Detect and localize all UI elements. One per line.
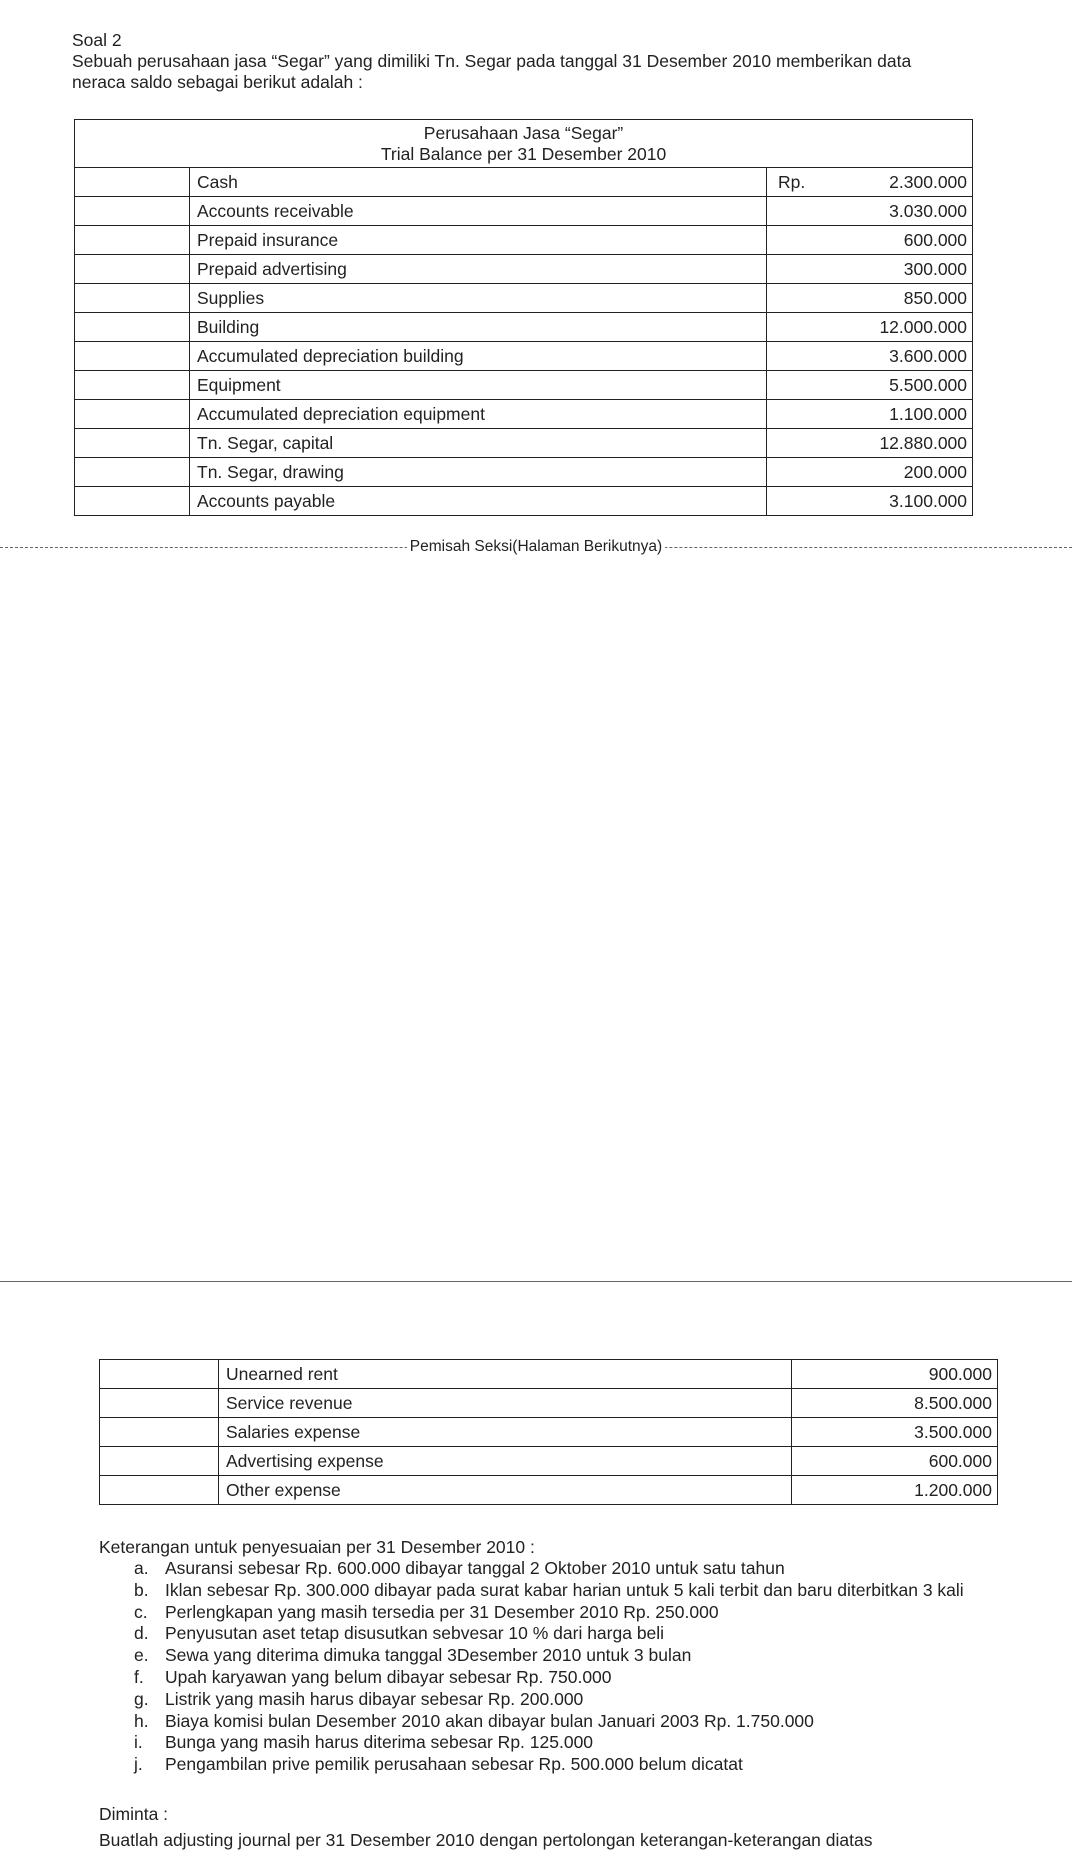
account-name: Unearned rent <box>219 1360 792 1389</box>
adjustment-marker: d. <box>134 1623 149 1644</box>
amount-value: 8.500.000 <box>914 1392 992 1413</box>
row-blank-cell <box>75 313 190 342</box>
amount-value: 600.000 <box>928 1450 992 1471</box>
amount-cell <box>767 371 973 400</box>
amount-value: 1.200.000 <box>914 1479 992 1500</box>
account-name: Building <box>190 313 767 342</box>
company-name: Perusahaan Jasa “Segar” <box>423 122 624 143</box>
amount-value: 5.500.000 <box>889 374 968 395</box>
adjustment-item <box>99 1754 1059 1776</box>
table-row <box>100 1447 998 1476</box>
adjustment-heading: Keterangan untuk penyesuaian per 31 Desember 2010 : <box>99 1537 535 1557</box>
account-name: Service revenue <box>219 1389 792 1418</box>
adjustment-marker: a. <box>134 1558 149 1578</box>
table-row <box>75 226 973 255</box>
amount-cell <box>792 1389 998 1418</box>
amount-cell <box>767 458 973 487</box>
amount-value: 200.000 <box>903 461 968 482</box>
adjustment-marker: c. <box>134 1601 148 1622</box>
adjustment-item <box>99 1602 1059 1624</box>
adjustment-text: Listrik yang masih harus dibayar sebesar Rp. 200.000 <box>165 1688 584 1709</box>
account-name: Tn. Segar, drawing <box>190 458 767 487</box>
table-row <box>75 458 973 487</box>
table-row <box>75 197 973 226</box>
row-blank-cell <box>100 1360 219 1389</box>
amount-value: 1.100.000 <box>889 403 968 424</box>
row-blank-cell <box>100 1389 219 1418</box>
amount-value: 3.100.000 <box>889 490 968 511</box>
amount-value: 600.000 <box>903 229 968 250</box>
account-name: Salaries expense <box>219 1418 792 1447</box>
amount-value: 300.000 <box>903 258 968 279</box>
page-divider <box>0 1281 1072 1282</box>
amount-value: 3.500.000 <box>914 1421 992 1442</box>
account-name: Accumulated depreciation building <box>190 342 767 371</box>
adjustment-text: Penyusutan aset tetap disusutkan sebvesar 10 % dari harga beli <box>165 1623 665 1644</box>
row-blank-cell <box>75 487 190 516</box>
amount-cell <box>767 168 973 197</box>
adjustment-marker: h. <box>134 1710 149 1731</box>
amount-value: 3.600.000 <box>889 345 968 366</box>
amount-value: 850.000 <box>903 287 968 308</box>
adjustment-item <box>99 1689 1059 1711</box>
row-blank-cell <box>75 429 190 458</box>
question-title: Soal 2 <box>72 30 122 50</box>
request-section <box>99 1801 1059 1853</box>
account-name: Accumulated depreciation equipment <box>190 400 767 429</box>
amount-cell <box>767 197 973 226</box>
trial-balance-table <box>74 119 973 516</box>
table-row <box>100 1418 998 1447</box>
section-separator-label: Pemisah Seksi(Halaman Berikutnya) <box>407 538 665 555</box>
section-separator <box>0 538 1072 556</box>
adjustment-notes <box>99 1537 1059 1776</box>
amount-cell <box>767 429 973 458</box>
table-row <box>75 487 973 516</box>
amount-cell <box>792 1360 998 1389</box>
table-row <box>75 313 973 342</box>
account-name: Advertising expense <box>219 1447 792 1476</box>
trial-balance-table-continued <box>99 1359 998 1505</box>
row-blank-cell <box>75 400 190 429</box>
adjustment-marker: b. <box>134 1579 149 1600</box>
account-name: Tn. Segar, capital <box>190 429 767 458</box>
amount-cell <box>767 313 973 342</box>
adjustment-text: Perlengkapan yang masih tersedia per 31 Desember 2010 Rp. 250.000 <box>165 1601 719 1622</box>
adjustment-text: Bunga yang masih harus diterima sebesar Rp. 125.000 <box>165 1732 594 1753</box>
amount-cell <box>792 1476 998 1505</box>
row-blank-cell <box>75 371 190 400</box>
amount-cell <box>767 487 973 516</box>
currency-label: Rp. <box>778 171 806 192</box>
adjustment-text: Sewa yang diterima dimuka tanggal 3Desember 2010 untuk 3 bulan <box>165 1645 692 1666</box>
row-blank-cell <box>75 284 190 313</box>
table-row <box>75 255 973 284</box>
request-label: Diminta : <box>99 1804 169 1824</box>
adjustment-list <box>99 1558 1059 1776</box>
adjustment-marker: f. <box>134 1666 144 1687</box>
table-row <box>100 1360 998 1389</box>
adjustment-item <box>99 1623 1059 1645</box>
amount-cell <box>767 342 973 371</box>
adjustment-item <box>99 1711 1059 1733</box>
amount-cell <box>767 400 973 429</box>
trial-balance-subtitle: Trial Balance per 31 Desember 2010 <box>380 143 667 164</box>
table-row <box>75 168 973 197</box>
adjustment-item <box>99 1558 1059 1580</box>
row-blank-cell <box>75 342 190 371</box>
adjustment-item <box>99 1732 1059 1754</box>
table-row <box>100 1389 998 1418</box>
row-blank-cell <box>100 1447 219 1476</box>
amount-cell <box>767 226 973 255</box>
amount-cell <box>792 1447 998 1476</box>
amount-cell <box>792 1418 998 1447</box>
account-name: Cash <box>190 168 767 197</box>
adjustment-marker: e. <box>134 1645 149 1666</box>
amount-cell <box>767 284 973 313</box>
table-row <box>75 284 973 313</box>
row-blank-cell <box>75 255 190 284</box>
adjustment-item <box>99 1667 1059 1689</box>
adjustment-item <box>99 1645 1059 1667</box>
row-blank-cell <box>100 1476 219 1505</box>
table-row <box>100 1476 998 1505</box>
adjustment-marker: i. <box>134 1732 143 1753</box>
account-name: Other expense <box>219 1476 792 1505</box>
trial-balance-header-row <box>75 120 973 168</box>
adjustment-text: Iklan sebesar Rp. 300.000 dibayar pada surat kabar harian untuk 5 kali terbit dan baru diterbitkan 3 kali <box>165 1579 964 1600</box>
question-intro-line-2: neraca saldo sebagai berikut adalah : <box>72 72 363 92</box>
adjustment-text: Biaya komisi bulan Desember 2010 akan dibayar bulan Januari 2003 Rp. 1.750.000 <box>165 1710 814 1731</box>
question-header <box>72 30 1032 93</box>
adjustment-marker: g. <box>134 1688 149 1709</box>
adjustment-text: Pengambilan prive pemilik perusahaan sebesar Rp. 500.000 belum dicatat <box>165 1754 743 1775</box>
table-row <box>75 342 973 371</box>
amount-value: 3.030.000 <box>889 200 968 221</box>
question-intro-line-1: Sebuah perusahaan jasa “Segar” yang dimiliki Tn. Segar pada tanggal 31 Desember 2010 memberikan data <box>72 51 912 71</box>
account-name: Prepaid insurance <box>190 226 767 255</box>
row-blank-cell <box>75 458 190 487</box>
account-name: Accounts receivable <box>190 197 767 226</box>
row-blank-cell <box>100 1418 219 1447</box>
row-blank-cell <box>75 197 190 226</box>
request-text: Buatlah adjusting journal per 31 Desember 2010 dengan pertolongan keterangan-keterangan diatas <box>99 1830 873 1850</box>
account-name: Prepaid advertising <box>190 255 767 284</box>
account-name: Equipment <box>190 371 767 400</box>
trial-balance-header <box>75 120 973 168</box>
amount-value: 900.000 <box>928 1363 992 1384</box>
adjustment-item <box>99 1580 1059 1602</box>
table-row <box>75 371 973 400</box>
row-blank-cell <box>75 168 190 197</box>
table-row <box>75 400 973 429</box>
amount-value: 12.880.000 <box>879 432 968 453</box>
table-row <box>75 429 973 458</box>
account-name: Supplies <box>190 284 767 313</box>
amount-cell <box>767 255 973 284</box>
amount-value: 2.300.000 <box>889 171 968 192</box>
adjustment-text: Asuransi sebesar Rp. 600.000 dibayar tanggal 2 Oktober 2010 untuk satu tahun <box>165 1558 785 1578</box>
adjustment-marker: j. <box>134 1754 143 1775</box>
account-name: Accounts payable <box>190 487 767 516</box>
row-blank-cell <box>75 226 190 255</box>
adjustment-text: Upah karyawan yang belum dibayar sebesar Rp. 750.000 <box>165 1666 612 1687</box>
amount-value: 12.000.000 <box>879 316 968 337</box>
